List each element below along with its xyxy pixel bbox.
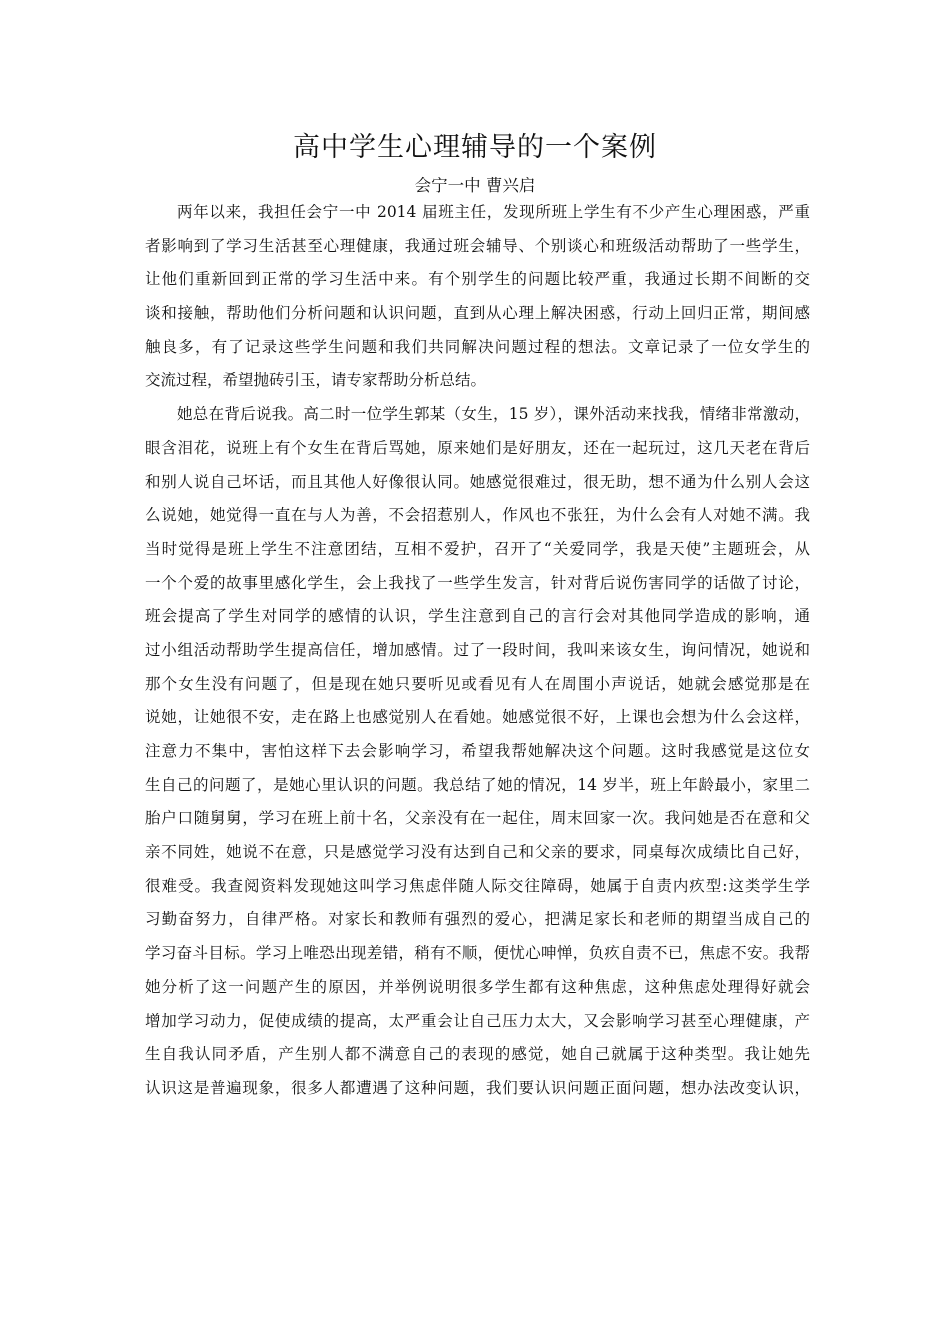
text-line: 么说她，她觉得一直在与人为善，不会招惹别人，作风也不张狂，为什么会有人对她不满。我 [145,506,810,525]
text-line: 增加学习动力，促使成绩的提高，太严重会让自己压力太大，又会影响学习甚至心理健康，产 [145,1011,810,1030]
text-line: 注意力不集中，害怕这样下去会影响学习，希望我帮她解决这个问题。这时我感觉是这位女 [145,742,810,760]
text-line: 眼含泪花，说班上有个女生在背后骂她，原来她们是好朋友，还在一起玩过，这几天老在背后 [145,438,810,457]
text-line: 生自己的问题了，是她心里认识的问题。我总结了她的情况，14 岁半，班上年龄最小，家里二 [145,775,810,794]
document-body [145,199,810,1109]
text-line: 触良多，有了记录这些学生问题和我们共同解决问题过程的想法。文章记录了一位女学生的 [145,337,810,356]
text-line: 生自我认同矛盾，产生别人都不满意自己的表现的感觉，她自己就属于这种类型。我让她先 [145,1045,810,1064]
text-line: 者影响到了学习生活甚至心理健康，我通过班会辅导、个别谈心和班级活动帮助了一些学生， [145,236,810,255]
text-line: 亲不同姓，她说不在意，只是感觉学习没有达到自己和父亲的要求，同桌每次成绩比自己好， [145,843,810,862]
text-line: 当时觉得是班上学生不注意团结，互相不爱护，召开了“关爱同学，我是天使”主题班会，从 [145,539,810,558]
text-line: 她分析了这一问题产生的原因，并举例说明很多学生都有这种焦虑，这种焦虑处理得好就会 [145,977,810,996]
text-line: 胎户口随舅舅，学习在班上前十名，父亲没有在一起住，周末回家一次。我问她是否在意和父 [145,809,810,828]
text-line: 很难受。我查阅资料发现她这叫学习焦虑伴随人际交往障碍，她属于自责内疚型:这类学生学 [145,876,810,895]
text-line: 谈和接触，帮助他们分析问题和认识问题，直到从心理上解决困惑，行动上回归正常，期间感 [145,304,810,323]
text-line: 习勤奋努力，自律严格。对家长和教师有强烈的爱心，把满足家长和老师的期望当成自己的 [145,910,810,929]
document-title: 高中学生心理辅导的一个案例 [293,132,657,163]
text-line: 班会提高了学生对同学的感情的认识，学生注意到自己的言行会对其他同学造成的影响，通 [145,607,810,626]
text-line: 她总在背后说我。高二时一位学生郭某（女生，15 岁），课外活动来找我，情绪非常激动， [177,405,810,424]
text-line: 和别人说自己坏话，而且其他人好像很认同。她感觉很难过，很无助，想不通为什么别人会这 [145,472,810,491]
text-line: 学习奋斗目标。学习上唯恐出现差错，稍有不顺，便忧心呻惮，负疚自责不已，焦虑不安。我帮 [145,944,810,963]
text-line: 说她，让她很不安，走在路上也感觉别人在看她。她感觉很不好，上课也会想为什么会这样， [145,708,810,727]
text-line: 两年以来，我担任会宁一中 2014 届班主任，发现所班上学生有不少产生心理困惑，严重 [177,203,810,221]
text-line: 过小组活动帮助学生提高信任，增加感情。过了一段时间，我叫来该女生，询问情况，她说和 [145,640,810,659]
document-author: 会宁一中 曹兴启 [414,176,536,195]
text-line: 让他们重新回到正常的学习生活中来。有个别学生的问题比较严重，我通过长期不间断的交 [145,270,810,289]
text-line: 认识这是普遍现象，很多人都遭遇了这种问题，我们要认识问题正面问题，想办法改变认识， [145,1078,810,1097]
text-line: 那个女生没有问题了，但是现在她只要听见或看见有人在周围小声说话，她就会感觉那是在 [145,674,810,693]
text-line: 一个个爱的故事里感化学生，会上我找了一些学生发言，针对背后说伤害同学的话做了讨论， [145,573,810,592]
text-line: 交流过程，希望抛砖引玉，请专家帮助分析总结。 [145,371,487,390]
